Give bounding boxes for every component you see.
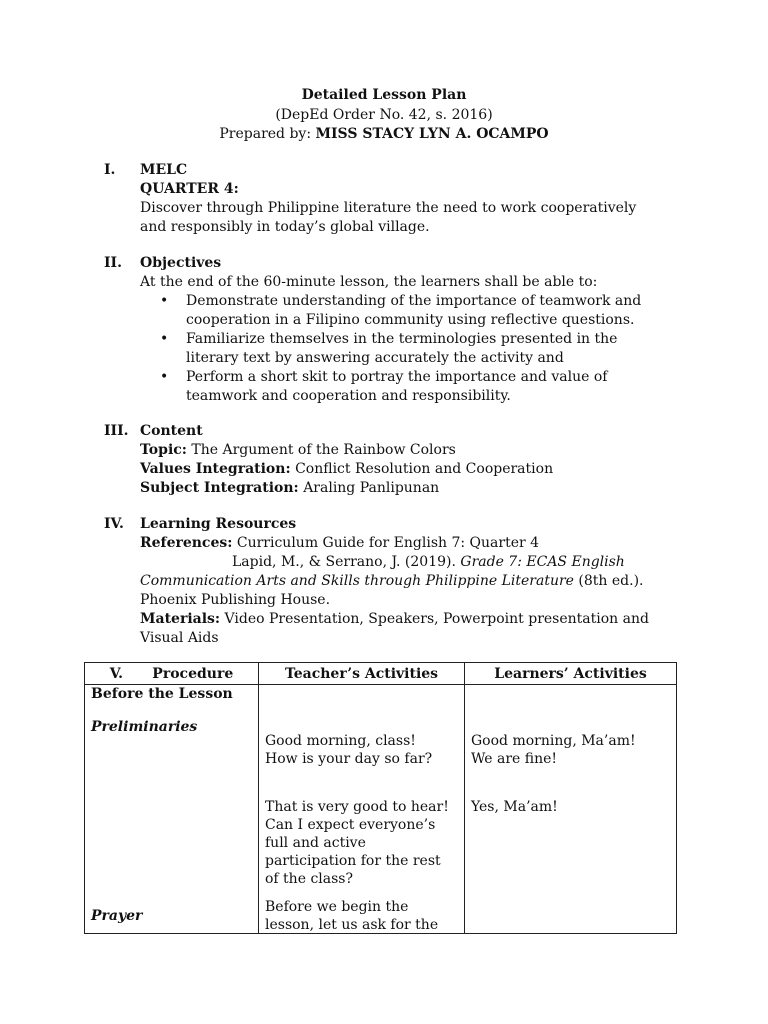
teacher-line: lesson, let us ask for the xyxy=(265,917,439,933)
section-melc xyxy=(140,161,680,237)
teacher-greeting xyxy=(265,732,432,768)
procedure-table xyxy=(84,662,677,934)
learners-response: Yes, Ma’am! xyxy=(471,799,558,815)
objectives-list xyxy=(140,292,680,406)
table-header-row xyxy=(85,663,677,685)
objectives-title: Objectives xyxy=(140,255,222,271)
learners-cell xyxy=(465,685,677,934)
objective-line: Familiarize themselves in the terminologies presented in the xyxy=(186,331,618,347)
subject-label: Subject Integration: xyxy=(140,480,299,496)
teacher-line: participation for the rest xyxy=(265,853,441,869)
melc-title: MELC xyxy=(140,162,188,178)
objective-item xyxy=(140,292,680,330)
bullet-icon: • xyxy=(160,331,169,347)
bullet-icon: • xyxy=(160,369,169,385)
teacher-line: of the class? xyxy=(265,871,353,887)
teacher-cell xyxy=(259,685,465,934)
objective-item xyxy=(140,330,680,368)
bullet-icon: • xyxy=(160,293,169,309)
materials-value: Video Presentation, Speakers, Powerpoint presentation and xyxy=(224,611,649,627)
references-line xyxy=(140,534,680,553)
objectives-intro: At the end of the 60-minute lesson, the learners shall be able to: xyxy=(140,274,598,290)
citation-edition: (8th ed.). xyxy=(578,573,644,589)
content-subject xyxy=(140,479,680,498)
objective-line: Demonstrate understanding of the importance of teamwork and xyxy=(186,293,642,309)
learner-line: Good morning, Ma’am! xyxy=(471,733,636,749)
header-procedure: V. Procedure xyxy=(85,663,259,685)
topic-value: The Argument of the Rainbow Colors xyxy=(191,442,456,458)
objective-line: literary text by answering accurately the activity and xyxy=(186,350,564,366)
teacher-prayer xyxy=(265,898,438,934)
learners-greeting xyxy=(471,732,636,768)
prepared-label: Prepared by: xyxy=(219,126,312,142)
teacher-line: Before we begin the xyxy=(265,899,409,915)
values-value: Conflict Resolution and Cooperation xyxy=(295,461,554,477)
citation-authors: Lapid, M., & Serrano, J. (2019). xyxy=(232,554,456,570)
header-teacher-activities: Teacher’s Activities xyxy=(259,663,465,685)
materials-label: Materials: xyxy=(140,611,221,627)
resources-title: Learning Resources xyxy=(140,516,297,532)
section-resources xyxy=(140,515,680,648)
section-objectives xyxy=(140,254,680,406)
objective-line: Perform a short skit to portray the importance and value of xyxy=(186,369,608,385)
prepared-by xyxy=(0,124,768,144)
doc-title: Detailed Lesson Plan xyxy=(301,87,467,103)
melc-quarter: QUARTER 4: xyxy=(140,181,239,197)
topic-label: Topic: xyxy=(140,442,187,458)
citation-title-part-1: Grade 7: ECAS English xyxy=(460,554,625,570)
header-learners-activities: Learners’ Activities xyxy=(465,663,677,685)
section-number-objectives: II. xyxy=(104,255,122,271)
reference-citation-line-2 xyxy=(140,572,680,591)
section-number-resources: IV. xyxy=(104,516,124,532)
preliminaries-label: Preliminaries xyxy=(91,719,198,735)
citation-title-part-2: Communication Arts and Skills through Philippine Literature xyxy=(140,573,574,589)
materials-line-2: Visual Aids xyxy=(140,630,219,646)
values-label: Values Integration: xyxy=(140,461,291,477)
before-the-lesson: Before the Lesson xyxy=(91,686,233,702)
content-topic xyxy=(140,441,680,460)
objective-line: teamwork and cooperation and responsibility. xyxy=(186,388,511,404)
prepared-name: MISS STACY LYN A. OCAMPO xyxy=(315,126,549,142)
teacher-line: Good morning, class! xyxy=(265,733,416,749)
procedure-cell xyxy=(85,685,259,934)
objective-line: cooperation in a Filipino community using reflective questions. xyxy=(186,312,635,328)
section-number-melc: I. xyxy=(104,162,116,178)
teacher-line: That is very good to hear! xyxy=(265,799,449,815)
content-title: Content xyxy=(140,423,203,439)
subject-value: Araling Panlipunan xyxy=(303,480,440,496)
teacher-line: full and active xyxy=(265,835,366,851)
section-number-content: III. xyxy=(104,423,129,439)
section-content xyxy=(140,422,680,498)
melc-line-1: Discover through Philippine literature the need to work cooperatively xyxy=(140,200,637,216)
references-label: References: xyxy=(140,535,233,551)
objective-item xyxy=(140,368,680,406)
melc-line-2: and responsibly in today’s global village. xyxy=(140,219,430,235)
teacher-line: How is your day so far? xyxy=(265,751,433,767)
prayer-label: Prayer xyxy=(91,908,143,924)
reference-citation-line-1 xyxy=(140,553,680,572)
teacher-participation xyxy=(265,798,449,888)
deped-order: (DepEd Order No. 42, s. 2016) xyxy=(275,107,493,123)
learner-line: We are fine! xyxy=(471,751,558,767)
references-value: Curriculum Guide for English 7: Quarter 4 xyxy=(236,535,540,551)
teacher-line: Can I expect everyone’s xyxy=(265,817,436,833)
materials-line xyxy=(140,610,680,629)
reference-publisher: Phoenix Publishing House. xyxy=(140,592,331,608)
table-row xyxy=(85,685,677,934)
content-values xyxy=(140,460,680,479)
